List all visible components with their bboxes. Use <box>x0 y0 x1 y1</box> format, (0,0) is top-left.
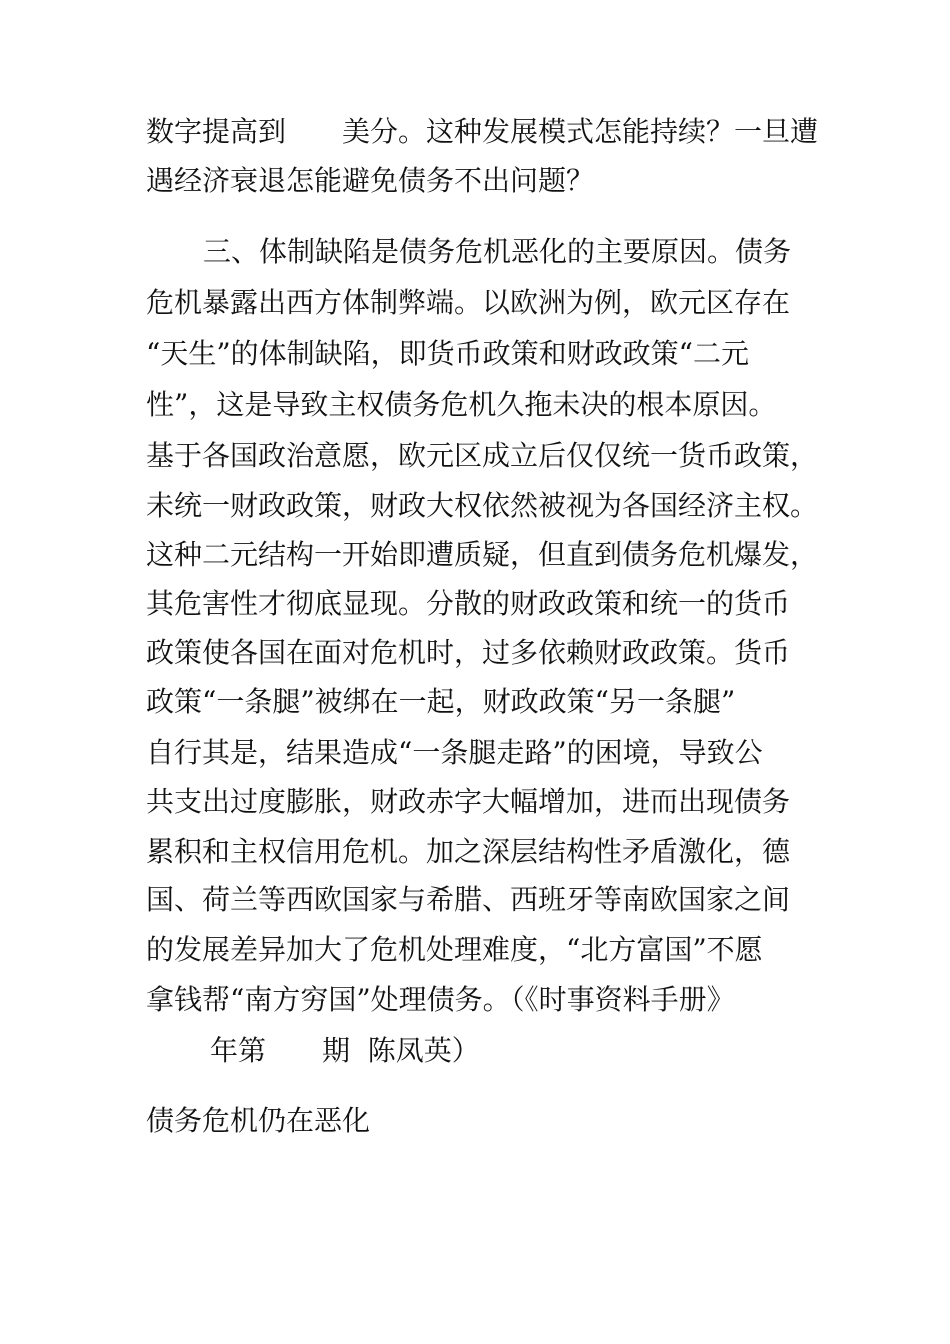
text-line: 数字提高到 美分。这种发展模式怎能持续？一旦遭 <box>146 115 819 148</box>
text-line: 政策使各国在面对危机时，过多依赖财政政策。货币 <box>146 636 791 669</box>
text-line: 拿钱帮“南方穷国”处理债务。（《时事资料手册》 <box>146 983 735 1016</box>
text-line: 的发展差异加大了危机处理难度，“北方富国”不愿 <box>146 933 763 966</box>
paragraph-first-line: 三、体制缺陷是债务危机恶化的主要原因。债务 <box>203 235 792 268</box>
text-line: 累积和主权信用危机。加之深层结构性矛盾激化，德 <box>146 835 791 868</box>
text-line: 国、荷兰等西欧国家与希腊、西班牙等南欧国家之间 <box>146 883 791 916</box>
text-line: 自行其是，结果造成“一条腿走路”的困境，导致公 <box>146 736 763 769</box>
text-line: 这种二元结构一开始即遭质疑，但直到债务危机爆发， <box>146 538 819 571</box>
text-line: 政策“一条腿”被绑在一起，财政政策“另一条腿” <box>146 685 736 718</box>
text-line: 遇经济衰退怎能避免债务不出问题？ <box>146 164 595 197</box>
text-line: 性”，这是导致主权债务危机久拖未决的根本原因。 <box>146 388 777 421</box>
text-line: 其危害性才彻底显现。分散的财政政策和统一的货币 <box>146 587 791 620</box>
text-line: 基于各国政治意愿，欧元区成立后仅仅统一货币政策， <box>146 439 819 472</box>
section-heading: 债务危机仍在恶化 <box>146 1104 371 1137</box>
citation-line: 年第 期 陈凤英） <box>210 1034 480 1067</box>
text-line: “天生”的体制缺陷，即货币政策和财政政策“二元 <box>146 337 749 370</box>
text-line: 共支出过度膨胀，财政赤字大幅增加，进而出现债务 <box>146 785 791 818</box>
text-line: 未统一财政政策，财政大权依然被视为各国经济主权。 <box>146 489 819 522</box>
text-line: 危机暴露出西方体制弊端。以欧洲为例，欧元区存在 <box>146 286 791 319</box>
